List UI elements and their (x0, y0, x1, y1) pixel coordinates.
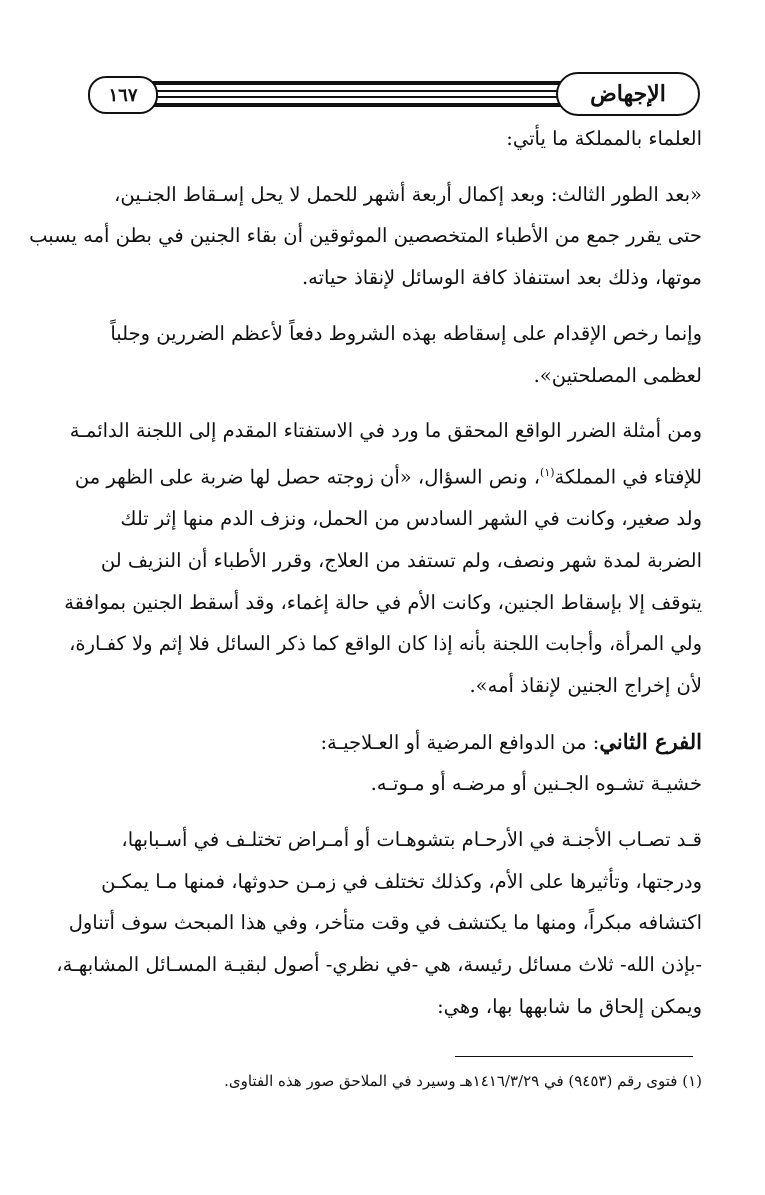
text-line: -بإذن الله- ثلاث مسائل رئيسة، هي -في نظري- أصول لبقيـة المسـائل المشابهـة، (56, 953, 702, 977)
text-line (74, 452, 702, 498)
text-line: ومن أمثلة الضرر الواقع المحقق ما ورد في الاستفتاء المقدم إلى اللجنة الدائمـة (69, 419, 702, 443)
subheading: خشيـة تشـوه الجـنين أو مرضـه أو مـوتـه. (370, 772, 702, 796)
text-line: ولي المرأة، وأجابت اللجنة بأنه إذا كان الواقع كما ذكر السائل فلا إثم ولا كفـارة، (69, 632, 702, 656)
text-line: الضربة لمدة شهر ونصف، ولم تستفد من العلاج، وقرر الأطباء أن النزيف لن (100, 548, 702, 572)
chapter-title: الإجهاض (556, 72, 700, 116)
footnote: (١) فتوى رقم (٩٤٥٣) في ١٤١٦/٣/٢٩هـ وسيرد في الملاحق صور هذه الفتاوى. (224, 1072, 702, 1090)
header-rule (150, 81, 575, 85)
text-line: حتى يقرر جمع من الأطباء المتخصصين الموثوقين أن بقاء الجنين في بطن أمه يسبب (29, 224, 702, 248)
text-line: اكتشافه مبكراً، ومنها ما يكتشف في وقت متأخر، وفي هذا المبحث سوف أتناول (68, 911, 702, 935)
paragraph-4 (56, 819, 702, 1028)
paragraph-1 (29, 174, 702, 299)
section-text: : من الدوافع المرضية أو العـلاجيـة: (320, 730, 600, 754)
intro-line: العلماء بالمملكة ما يأتي: (506, 127, 702, 150)
header-rule (150, 90, 575, 92)
text-line: «بعد الطور الثالث: وبعد إكمال أربعة أشهر للحمل لا يحل إسـقاط الجنـين، (114, 182, 702, 206)
paragraph-3 (64, 410, 702, 706)
section-heading (80, 721, 702, 764)
text-line: قـد تصـاب الأجنـة في الأرحـام بتشوهـات أو أمـراض تختلـف في أسـبابها، (121, 828, 702, 852)
text-line: لأن إخراج الجنين لإنقاذ أمه». (469, 673, 702, 697)
text-line: موتها، وذلك بعد استنفاذ كافة الوسائل لإنقاذ حياته. (301, 266, 702, 290)
footnote-separator (455, 1056, 693, 1057)
text-span: ، ونص السؤال، «أن زوجته حصل لها ضربة على الظهر من (74, 465, 541, 489)
page-number: ١٦٧ (88, 76, 158, 114)
header-rules (150, 81, 575, 107)
text-line: ويمكن إلحاق ما شابهها بها، وهي: (437, 994, 702, 1018)
text-line: ودرجتها، وتأثيرها على الأم، وكذلك تختلف في زمـن حدوثها، فمنها مـا يمكـن (101, 869, 702, 893)
text-line: ولد صغير، وكانت في الشهر السادس من الحمل، ونزف الدم منها إثر تلك (120, 507, 702, 531)
text-line: وإنما رخص الإقدام على إسقاطه بهذه الشروط دفعاً لأعظم الضررين وجلباً (110, 321, 702, 345)
page-body (29, 118, 702, 1028)
section-label: الفرع الثاني (599, 728, 702, 754)
header-rule (150, 103, 575, 107)
header-rule (150, 96, 575, 98)
running-header (88, 72, 700, 116)
text-line: يتوقف إلا بإسقاط الجنين، وكانت الأم في حالة إغماء، وقد أسقط الجنين بموافقة (64, 590, 702, 614)
paragraph-2 (80, 313, 702, 396)
footnote-marker: (١) (540, 465, 555, 479)
text-span: للإفتاء في المملكة (554, 465, 702, 489)
text-line: لعظمى المصلحتين». (533, 363, 702, 387)
